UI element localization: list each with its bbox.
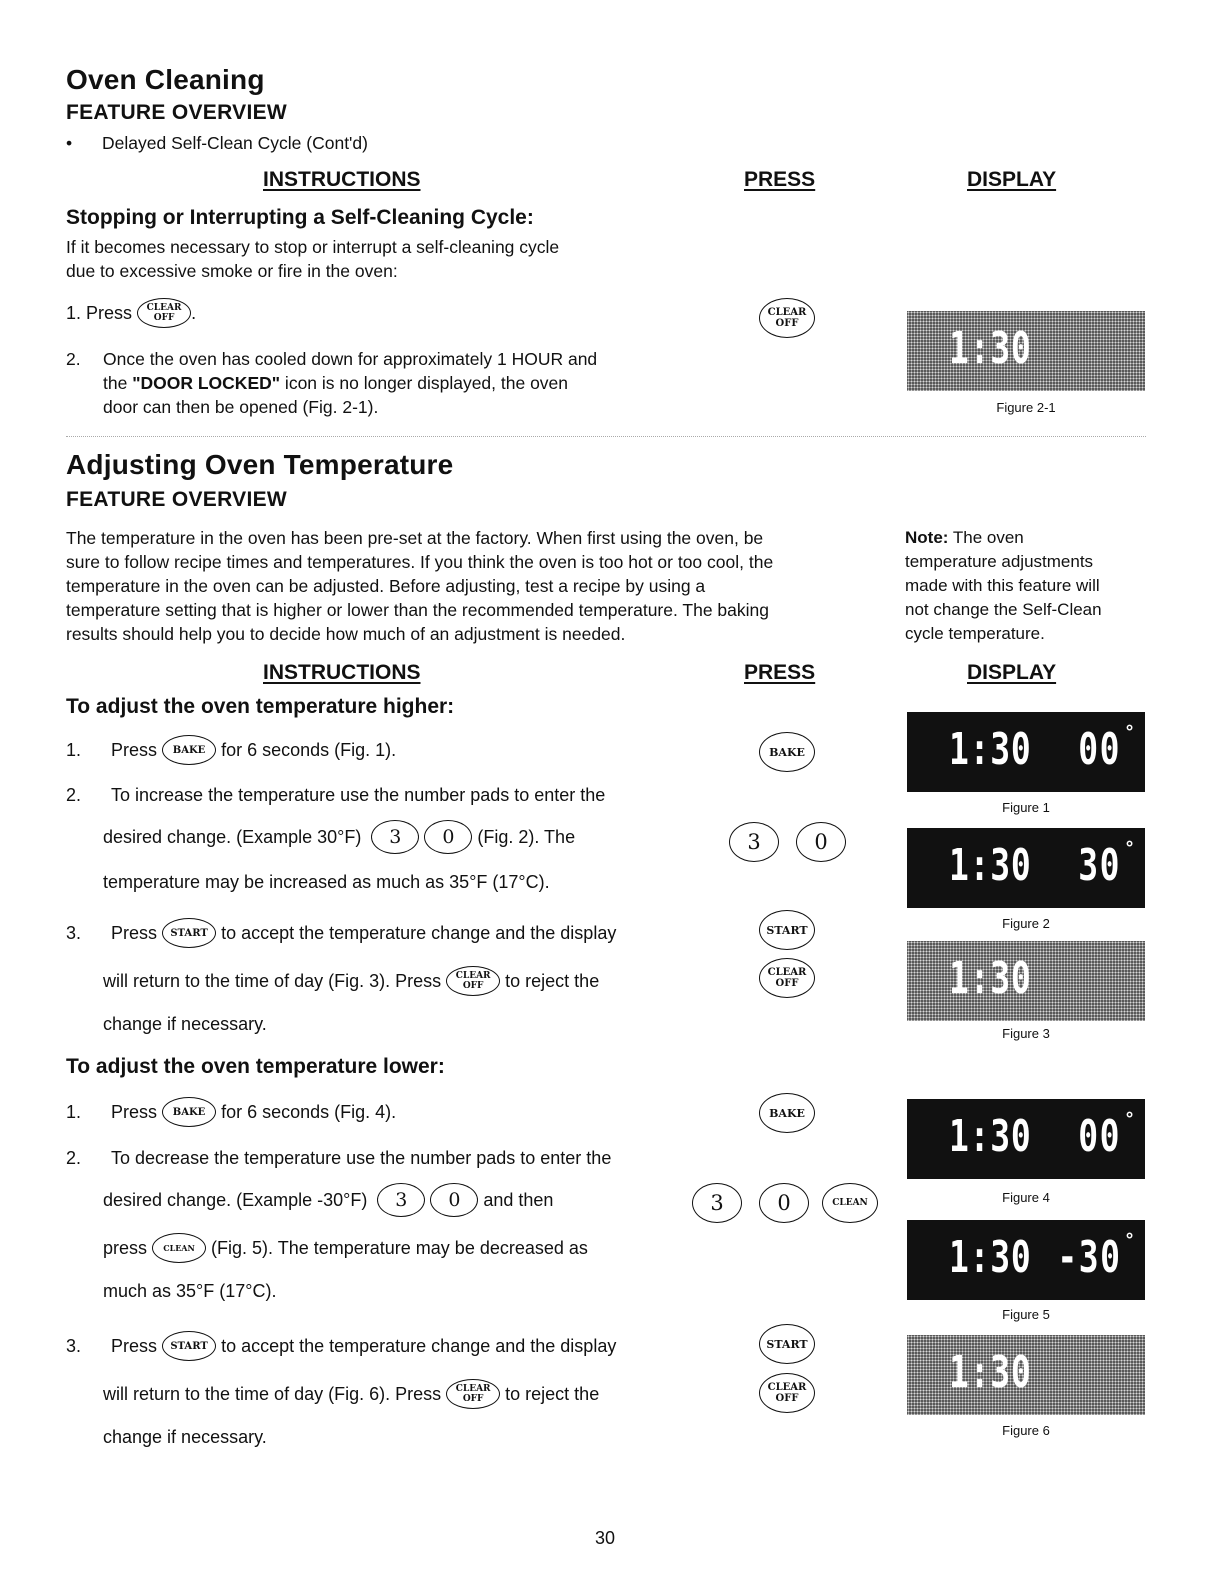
- higher-step-1: [66, 735, 396, 765]
- display-time: 1:30: [949, 840, 1032, 891]
- higher-heading: To adjust the oven temperature higher:: [66, 695, 455, 718]
- display-temp-offset: 00: [1078, 724, 1121, 775]
- bake-key-icon: BAKE: [759, 732, 815, 772]
- step-text: will return to the time of day (Fig. 6). Press: [103, 1383, 442, 1404]
- display-fig-2-1: [907, 311, 1145, 391]
- degree-icon: °: [1124, 838, 1135, 859]
- bullet-item: [66, 131, 368, 155]
- number-0-key-icon: 0: [430, 1183, 478, 1217]
- step-text: desired change. (Example -30°F): [103, 1189, 368, 1210]
- lower-heading: To adjust the oven temperature lower:: [66, 1055, 445, 1078]
- clear-off-key-icon: CLEAR OFF: [759, 1373, 815, 1413]
- start-key-icon: START: [759, 1324, 815, 1364]
- display-temp-offset: -30: [1056, 1232, 1121, 1283]
- step-text: to accept the temperature change and the display: [221, 1335, 617, 1356]
- display-fig-2: [907, 828, 1145, 908]
- step-text: Press: [86, 302, 133, 323]
- step-text: desired change. (Example 30°F): [103, 826, 362, 847]
- bake-key-icon: BAKE: [162, 735, 216, 765]
- bullet-icon: •: [66, 133, 73, 153]
- page-number: 30: [594, 1528, 616, 1548]
- stopping-step-1: 1. Press CLEAR OFF .: [66, 298, 196, 328]
- degree-icon: °: [1124, 722, 1135, 743]
- step-text: will return to the time of day (Fig. 3). Press: [103, 970, 442, 991]
- figure-caption: Figure 4: [1002, 1190, 1050, 1205]
- stopping-step-2: [66, 347, 723, 419]
- note-line: cycle temperature.: [905, 624, 1045, 643]
- number-3-key-icon: 3: [377, 1183, 425, 1217]
- number-3-key-icon: 3: [371, 820, 419, 854]
- clear-off-key-icon: CLEAR OFF: [137, 298, 191, 328]
- note-line: made with this feature will: [905, 576, 1100, 595]
- degree-icon: °: [1124, 1109, 1135, 1130]
- stopping-heading: Stopping or Interrupting a Self-Cleaning Cycle:: [66, 206, 534, 229]
- display-time: 1:30: [949, 724, 1032, 775]
- clear-off-key-icon: CLEAR OFF: [759, 958, 815, 998]
- number-0-key-icon: 0: [424, 820, 472, 854]
- step-number: 2.: [66, 349, 81, 369]
- lower-step-2: [66, 1148, 611, 1302]
- display-fig-4: [907, 1099, 1145, 1179]
- step-number: 1.: [66, 1101, 82, 1122]
- number-3-key-icon: 3: [692, 1183, 742, 1223]
- intro-line: due to excessive smoke or fire in the oven:: [66, 261, 398, 281]
- display-fig-3: [907, 941, 1145, 1021]
- figure-caption: Figure 3: [1002, 1026, 1050, 1041]
- lower-step-1: [66, 1097, 396, 1127]
- step-text: much as 35°F (17°C).: [103, 1281, 277, 1301]
- overview-line: The temperature in the oven has been pre-set at the factory. When first using the oven, be: [66, 528, 764, 548]
- step-number: 3.: [66, 922, 82, 943]
- step-text: to reject the: [505, 1383, 600, 1404]
- section-title-adjusting-temperature: Adjusting Oven Temperature: [66, 449, 454, 480]
- higher-step-2: [66, 785, 605, 893]
- door-locked-label: "DOOR LOCKED": [132, 373, 281, 393]
- display-fig-5: [907, 1220, 1145, 1300]
- step-number: 1.: [66, 302, 82, 323]
- display-time: 1:30: [949, 1111, 1032, 1162]
- bake-key-icon: BAKE: [759, 1093, 815, 1133]
- column-header-display: DISPLAY: [967, 168, 1057, 191]
- feature-overview-heading: FEATURE OVERVIEW: [66, 488, 288, 511]
- note-line: temperature adjustments: [905, 552, 1094, 571]
- overview-line: results should help you to decide how much of an adjustment is needed.: [66, 624, 626, 644]
- display-time: 1:30: [949, 1347, 1032, 1398]
- overview-paragraph: [66, 526, 886, 646]
- intro-line: If it becomes necessary to stop or interrupt a self-cleaning cycle: [66, 237, 560, 257]
- step-line: door can then be opened (Fig. 2-1).: [103, 397, 379, 417]
- number-0-key-icon: 0: [759, 1183, 809, 1223]
- step-text: Press: [111, 922, 158, 943]
- figure-caption: Figure 5: [1002, 1307, 1050, 1322]
- display-fig-1: [907, 712, 1145, 792]
- figure-caption: Figure 2: [1002, 916, 1050, 931]
- column-header-instructions: INSTRUCTIONS: [263, 661, 421, 684]
- overview-line: temperature in the oven can be adjusted. Before adjusting, test a recipe by using a: [66, 576, 706, 596]
- column-header-press: PRESS: [744, 168, 816, 191]
- bake-key-icon: BAKE: [162, 1097, 216, 1127]
- start-key-icon: START: [759, 910, 815, 950]
- step-text: change if necessary.: [103, 1427, 267, 1447]
- step-text: (Fig. 5). The temperature may be decreased as: [211, 1237, 588, 1258]
- stopping-intro: [66, 235, 559, 283]
- display-fig-6: [907, 1335, 1145, 1415]
- overview-line: temperature setting that is higher or lower than the recommended temperature. The baking: [66, 600, 769, 620]
- display-time: 1:30: [949, 323, 1032, 374]
- step-number: 2.: [66, 1148, 82, 1168]
- degree-icon: °: [1124, 1230, 1135, 1251]
- clean-key-icon: CLEAN: [822, 1183, 878, 1223]
- step-number: 2.: [66, 785, 82, 805]
- note-line: not change the Self-Clean: [905, 600, 1102, 619]
- step-text: press: [103, 1237, 148, 1258]
- note-box: Note: The oven temperature adjustments made with this feature will not change the Self-Clean cycle temperature.: [905, 526, 1150, 646]
- clear-off-key-icon: CLEAR OFF: [446, 1379, 500, 1409]
- clear-off-key-icon: CLEAR OFF: [759, 298, 815, 338]
- start-key-icon: START: [162, 1331, 216, 1361]
- step-text: for 6 seconds (Fig. 1).: [221, 739, 397, 760]
- clear-off-key-icon: CLEAR OFF: [446, 966, 500, 996]
- display-temp-offset: 30: [1078, 840, 1121, 891]
- section-title-oven-cleaning: Oven Cleaning: [66, 64, 265, 95]
- number-0-key-icon: 0: [796, 822, 846, 862]
- start-key-icon: START: [162, 918, 216, 948]
- number-3-key-icon: 3: [729, 822, 779, 862]
- feature-overview-heading: FEATURE OVERVIEW: [66, 101, 288, 124]
- display-time: 1:30: [949, 1232, 1032, 1283]
- figure-caption: Figure 2-1: [996, 400, 1056, 415]
- column-header-press: PRESS: [744, 661, 816, 684]
- step-line: Once the oven has cooled down for approximately 1 HOUR and: [103, 349, 598, 369]
- higher-step-3: [66, 918, 616, 1035]
- overview-line: sure to follow recipe times and temperatures. If you think the oven is too hot or too cool, the: [66, 552, 774, 572]
- step-text: (Fig. 2). The: [477, 826, 576, 847]
- step-text: temperature may be increased as much as 35°F (17°C).: [103, 872, 550, 892]
- display-time: 1:30: [949, 953, 1032, 1004]
- step-text: for 6 seconds (Fig. 4).: [221, 1101, 397, 1122]
- step-text: To decrease the temperature use the number pads to enter the: [111, 1148, 612, 1168]
- step-text: to reject the: [505, 970, 600, 991]
- step-text: Press: [111, 739, 158, 760]
- bullet-text: Delayed Self-Clean Cycle (Cont'd): [102, 133, 368, 153]
- clean-key-icon: CLEAN: [152, 1233, 206, 1263]
- step-number: 3.: [66, 1335, 82, 1356]
- figure-caption: Figure 6: [1002, 1423, 1050, 1438]
- display-temp-offset: 00: [1078, 1111, 1121, 1162]
- step-text: Press: [111, 1101, 158, 1122]
- lower-step-3: [66, 1331, 616, 1448]
- step-number: 1.: [66, 739, 82, 760]
- step-text: Press: [111, 1335, 158, 1356]
- section-divider: [66, 436, 1146, 437]
- note-label: Note:: [905, 528, 949, 547]
- column-header-display: DISPLAY: [967, 661, 1057, 684]
- figure-caption: Figure 1: [1002, 800, 1050, 815]
- step-line: the "DOOR LOCKED" icon is no longer displayed, the oven: [103, 373, 569, 393]
- step-text: To increase the temperature use the number pads to enter the: [111, 785, 606, 805]
- step-text: change if necessary.: [103, 1014, 267, 1034]
- step-text: to accept the temperature change and the display: [221, 922, 617, 943]
- step-text: and then: [483, 1189, 554, 1210]
- column-header-instructions: INSTRUCTIONS: [263, 168, 421, 191]
